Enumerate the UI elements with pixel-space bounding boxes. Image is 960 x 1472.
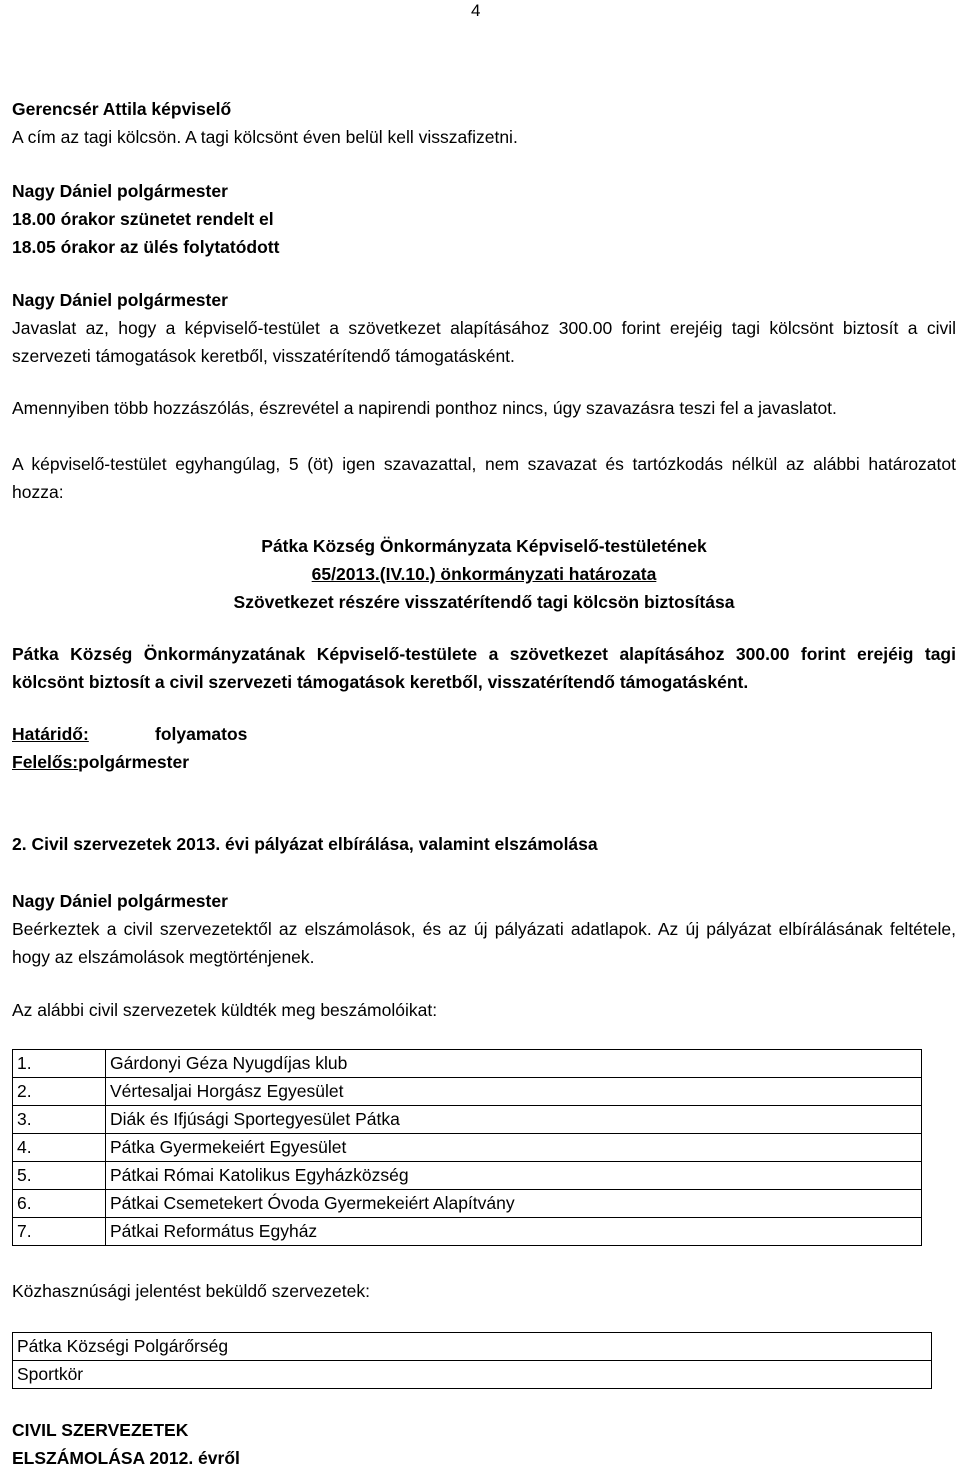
organization-name: Pátkai Csemetekert Óvoda Gyermekeiért Alapítvány bbox=[106, 1190, 922, 1218]
row-number: 3. bbox=[13, 1106, 106, 1134]
table-row bbox=[13, 1078, 922, 1106]
break-start: 18.00 órakor szünetet rendelt el bbox=[12, 209, 274, 229]
row-number: 6. bbox=[13, 1190, 106, 1218]
section-heading bbox=[12, 830, 956, 858]
organization-name: Vértesaljai Horgász Egyesület bbox=[106, 1078, 922, 1106]
table-row bbox=[13, 1218, 922, 1246]
table-row bbox=[13, 1162, 922, 1190]
organization-name: Pátkai Római Katolikus Egyházközség bbox=[106, 1162, 922, 1190]
row-number: 1. bbox=[13, 1050, 106, 1078]
vote-result bbox=[12, 450, 956, 506]
proposal-text: Javaslat az, hogy a képviselő-testület a szövetkezet alapításához 300.00 forint erejéig tagi kölcsönt biztosít a civil szervezeti támogatások keretből, visszatérítendő támogatásként. bbox=[12, 318, 956, 366]
list-intro bbox=[12, 996, 956, 1024]
comment-text: A cím az tagi kölcsön. A tagi kölcsönt éven belül kell visszafizetni. bbox=[12, 127, 518, 147]
table-row bbox=[13, 1050, 922, 1078]
public-organization-name: Pátka Községi Polgárőrség bbox=[13, 1333, 932, 1361]
public-intro bbox=[12, 1277, 956, 1305]
row-number: 5. bbox=[13, 1162, 106, 1190]
table-row bbox=[13, 1134, 922, 1162]
break-end: 18.05 órakor az ülés folytatódott bbox=[12, 237, 280, 257]
organization-name: Gárdonyi Géza Nyugdíjas klub bbox=[106, 1050, 922, 1078]
resolution-title: Pátka Község Önkormányzata Képviselő-testületének bbox=[261, 536, 707, 556]
resolution-number-text: 65/2013.(IV.10.) önkormányzati határozata bbox=[311, 564, 657, 584]
organization-name: Pátkai Református Egyház bbox=[106, 1218, 922, 1246]
section-speech bbox=[12, 887, 956, 971]
speaker-name: Nagy Dániel polgármester bbox=[12, 181, 228, 201]
public-intro-text: Közhasznúsági jelentést beküldő szervezetek: bbox=[12, 1281, 370, 1301]
vote-call bbox=[12, 394, 956, 422]
row-number: 2. bbox=[13, 1078, 106, 1106]
proposal-block bbox=[12, 286, 956, 370]
table-row bbox=[13, 1333, 932, 1361]
speaker-name: Nagy Dániel polgármester bbox=[12, 891, 228, 911]
resolution-body bbox=[12, 640, 956, 696]
table-row bbox=[13, 1361, 932, 1389]
public-orgs-table bbox=[12, 1332, 932, 1389]
resolution-body-text: Pátka Község Önkormányzatának Képviselő-testülete a szövetkezet alapításához 300.00 forint erejéig tagi kölcsönt biztosít a civil szervezeti támogatások keretből, visszatérítendő támogatásként. bbox=[12, 644, 956, 692]
list-intro-text: Az alábbi civil szervezetek küldték meg beszámolóikat: bbox=[12, 1000, 438, 1020]
organizations-table bbox=[12, 1049, 922, 1246]
footer-line-2: ELSZÁMOLÁSA 2012. évről bbox=[12, 1448, 240, 1468]
deadline-row bbox=[12, 720, 956, 748]
section-heading-text: 2. Civil szervezetek 2013. évi pályázat elbírálása, valamint elszámolása bbox=[12, 834, 598, 854]
row-number: 7. bbox=[13, 1218, 106, 1246]
table-row bbox=[13, 1106, 922, 1134]
speaker-name: Gerencsér Attila képviselő bbox=[12, 99, 232, 119]
footer-line-1: CIVIL SZERVEZETEK bbox=[12, 1420, 189, 1440]
comment-block bbox=[12, 95, 956, 151]
resolution-header bbox=[12, 532, 956, 616]
vote-call-text: Amennyiben több hozzászólás, észrevétel a napirendi ponthoz nincs, úgy szavazásra teszi fel a javaslatot. bbox=[12, 398, 837, 418]
deadline-value: folyamatos bbox=[155, 724, 248, 744]
resolution-number bbox=[12, 560, 956, 588]
public-organization-name: Sportkör bbox=[13, 1361, 932, 1389]
deadline-label: Határidő: bbox=[12, 724, 89, 744]
break-block bbox=[12, 177, 956, 261]
organization-name: Pátka Gyermekeiért Egyesület bbox=[106, 1134, 922, 1162]
organization-name: Diák és Ifjúsági Sportegyesület Pátka bbox=[106, 1106, 922, 1134]
resolution-subject: Szövetkezet részére visszatérítendő tagi kölcsön biztosítása bbox=[233, 592, 735, 612]
footer-heading bbox=[12, 1416, 956, 1472]
speaker-name: Nagy Dániel polgármester bbox=[12, 290, 228, 310]
responsible-value: polgármester bbox=[78, 752, 190, 772]
resolution-meta bbox=[12, 720, 956, 776]
vote-result-text: A képviselő-testület egyhangúlag, 5 (öt) igen szavazattal, nem szavazat és tartózkodás nélkül az alábbi határozatot hozza: bbox=[12, 454, 956, 502]
responsible-row bbox=[12, 748, 956, 776]
page-number: 4 bbox=[471, 1, 481, 20]
speech-text: Beérkeztek a civil szervezetektől az elszámolások, és az új pályázati adatlapok. Az új pályázat elbírálásának feltétele, hogy az elszámolások megtörténjenek. bbox=[12, 919, 956, 967]
row-number: 4. bbox=[13, 1134, 106, 1162]
responsible-label: Felelős: bbox=[12, 752, 79, 772]
table-row bbox=[13, 1190, 922, 1218]
